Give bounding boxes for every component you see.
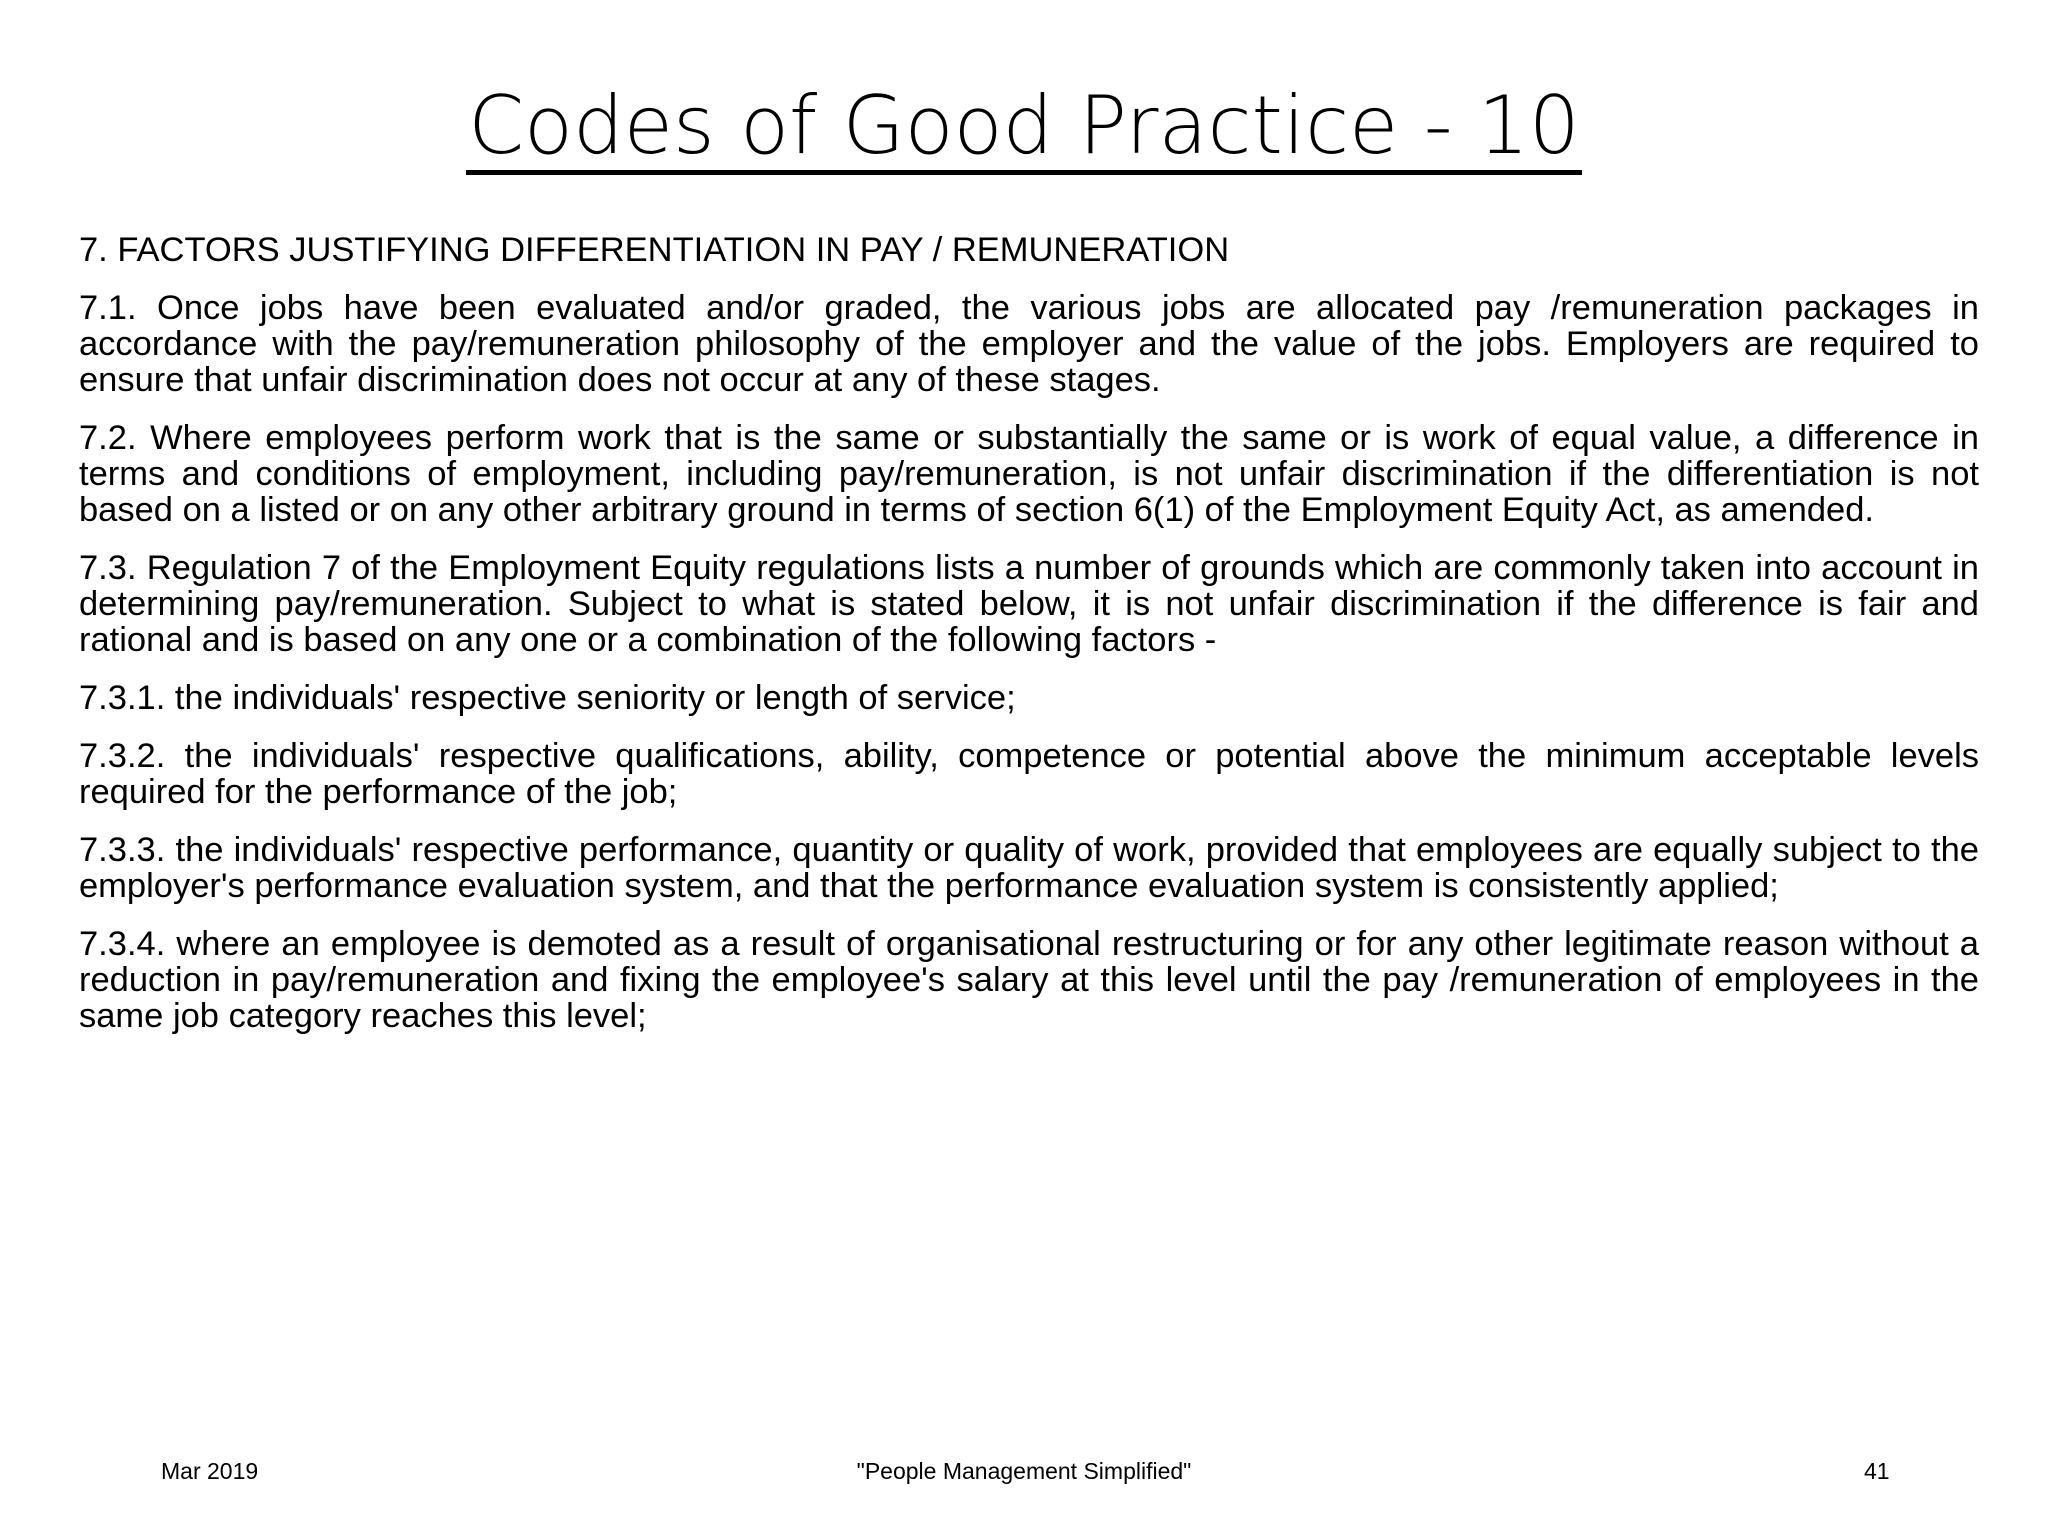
paragraph-7-3-2: 7.3.2. the individuals' respective qualifications, ability, competence or potential above the minimum acceptable levels required for the performance of the job; (79, 737, 1979, 811)
paragraph-7-3-1: 7.3.1. the individuals' respective seniority or length of service; (79, 679, 1016, 717)
slide-body (79, 232, 1979, 1056)
footer-date: Mar 2019 (161, 1458, 259, 1484)
paragraph-7-3-4: 7.3.4. where an employee is demoted as a result of organisational restructuring or for any other legitimate reason without a reduction in pay/remuneration and fixing the employee's salary at this level until the pay /remuneration of employees in the same job category reaches this level; (79, 925, 1979, 1035)
footer-tagline: "People Management Simplified" (856, 1458, 1192, 1484)
slide-title-text: Codes of Good Practice - 10 (466, 84, 1582, 175)
slide-title (0, 78, 2048, 175)
section-heading: 7. FACTORS JUSTIFYING DIFFERENTIATION IN PAY / REMUNERATION (79, 231, 1230, 269)
paragraph-7-3: 7.3. Regulation 7 of the Employment Equity regulations lists a number of grounds which are commonly taken into account in determining pay/remuneration. Subject to what is stated below, it is not unfair discrimination if the difference is fair and rational and is based on any one or a combination of the following factors - (79, 549, 1979, 659)
paragraph-7-1: 7.1. Once jobs have been evaluated and/or graded, the various jobs are allocated pay /remuneration packages in accordance with the pay/remuneration philosophy of the employer and the value of the jobs. Employers are required to ensure that unfair discrimination does not occur at any of these stages. (79, 289, 1979, 399)
paragraph-7-2: 7.2. Where employees perform work that is the same or substantially the same or is work of equal value, a difference in terms and conditions of employment, including pay/remuneration, is not unfair discrimination if the differentiation is not based on a listed or on any other arbitrary ground in terms of section 6(1) of the Employment Equity Act, as amended. (79, 419, 1979, 529)
paragraph-7-3-3: 7.3.3. the individuals' respective performance, quantity or quality of work, provided that employees are equally subject to the employer's performance evaluation system, and that the performance evaluation system is consistently applied; (79, 831, 1979, 905)
page-number: 41 (1864, 1458, 1890, 1484)
